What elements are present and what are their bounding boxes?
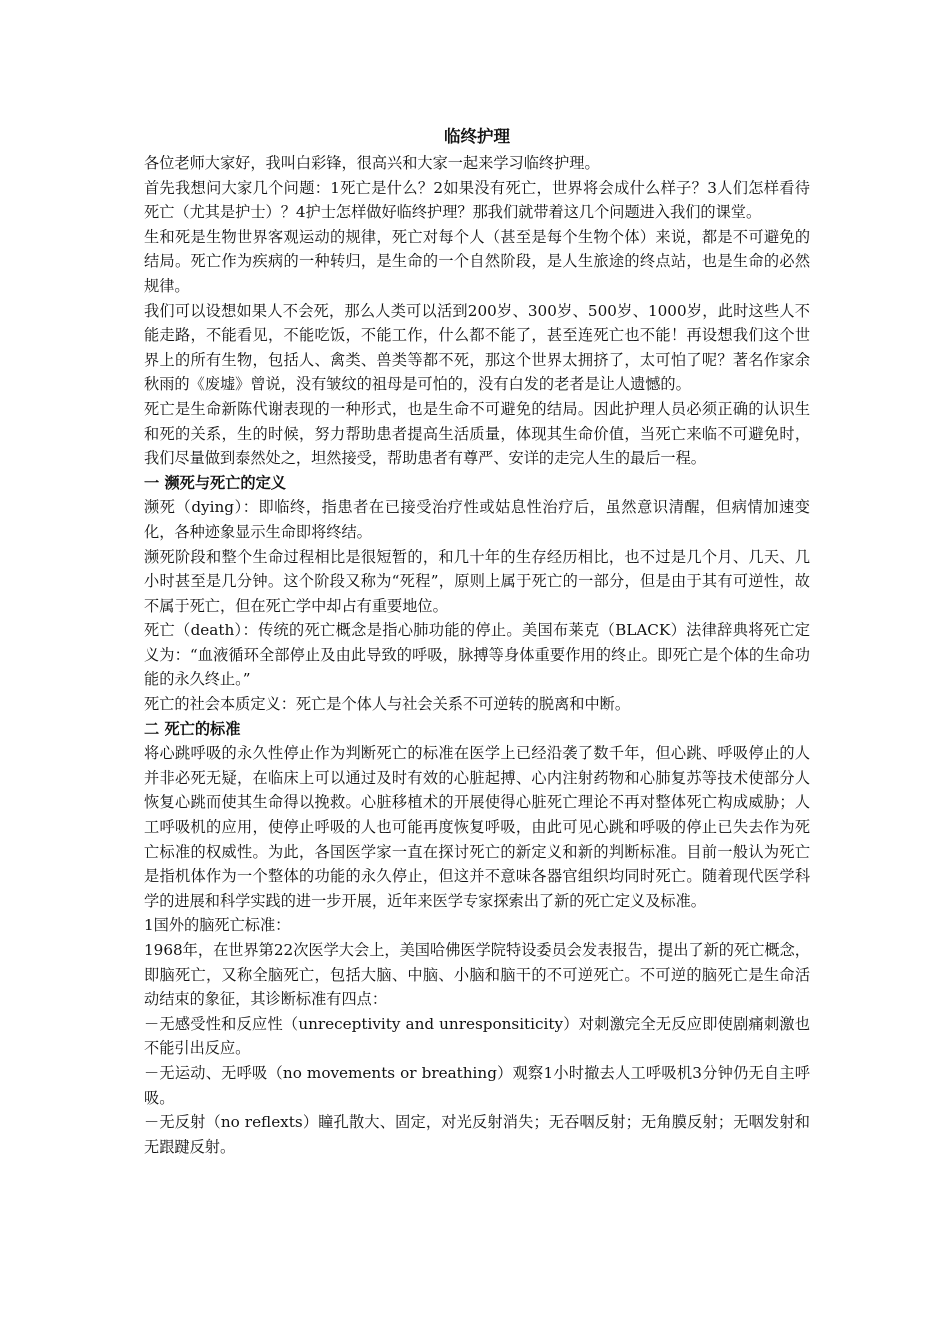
document-body	[144, 151, 810, 1159]
section-heading: 一 濒死与死亡的定义	[144, 473, 286, 492]
paragraph: 死亡的社会本质定义：死亡是个体人与社会关系不可逆转的脱离和中断。	[144, 695, 630, 714]
paragraph: －无反射（no reflexts）瞳孔散大、固定，对光反射消失；无吞咽反射；无角膜反射；无咽发射和无跟踺反射。	[144, 1113, 810, 1156]
document-page	[144, 124, 810, 1159]
section-heading: 二 死亡的标准	[144, 719, 241, 738]
paragraph: 1国外的脑死亡标准：	[144, 916, 291, 935]
paragraph: 死亡（death）：传统的死亡概念是指心肺功能的停止。美国布莱克（BLACK）法律辞典将死亡定义为：“血液循环全部停止及由此导致的呼吸，脉搏等身体重要作用的终止。即死亡是个体的生命功能的永久终止。”	[144, 621, 810, 689]
paragraph: 生和死是生物世界客观运动的规律，死亡对每个人（甚至是每个生物个体）来说，都是不可避免的结局。死亡作为疾病的一种转归，是生命的一个自然阶段，是人生旅途的终点站，也是生命的必然规律。	[144, 227, 810, 295]
paragraph: －无运动、无呼吸（no movements or breathing）观察1小时撤去人工呼吸机3分钟仍无自主呼吸。	[144, 1063, 810, 1107]
paragraph: 1968年，在世界第22次医学大会上，美国哈佛医学院特设委员会发表报告，提出了新的死亡概念，即脑死亡，又称全脑死亡，包括大脑、中脑、小脑和脑干的不可逆死亡。不可逆的脑死亡是生命活动结束的象征，其诊断标准有四点：	[144, 941, 810, 1009]
paragraph: 将心跳呼吸的永久性停止作为判断死亡的标准在医学上已经沿袭了数千年，但心跳、呼吸停止的人并非必死无疑，在临床上可以通过及时有效的心脏起搏、心内注射药物和心肺复苏等技术使部分人恢复心跳而使其生命得以挽救。心脏移植术的开展使得心脏死亡理论不再对整体死亡构成威胁；人工呼吸机的应用，使停止呼吸的人也可能再度恢复呼吸，由此可见心跳和呼吸的停止已失去作为死亡标准的权威性。为此，各国医学家一直在探讨死亡的新定义和新的判断标准。目前一般认为死亡是指机体作为一个整体的功能的永久停止，但这并不意味各器官组织均同时死亡。随着现代医学科学的进展和科学实践的进一步开展，近年来医学专家探索出了新的死亡定义及标准。	[144, 744, 810, 910]
document-title: 临终护理	[444, 127, 510, 146]
paragraph: 首先我想问大家几个问题：1死亡是什么？2如果没有死亡，世界将会成什么样子？3人们怎样看待死亡（尤其是护士）？4护士怎样做好临终护理？那我们就带着这几个问题进入我们的课堂。	[144, 178, 810, 222]
paragraph: 各位老师大家好，我叫白彩锋，很高兴和大家一起来学习临终护理。	[144, 154, 600, 172]
paragraph: 濒死（dying）：即临终，指患者在已接受治疗性或姑息性治疗后，虽然意识清醒，但病情加速变化，各种迹象显示生命即将终结。	[144, 498, 810, 541]
paragraph: －无感受性和反应性（unreceptivity and unresponsiticity）对刺激完全无反应即使剧痛刺激也不能引出反应。	[144, 1014, 810, 1058]
paragraph: 我们可以设想如果人不会死，那么人类可以活到200岁、300岁、500岁、1000岁，此时这些人不能走路，不能看见，不能吃饭，不能工作，什么都不能了，甚至连死亡也不能！再设想我们这个世界上的所有生物，包括人、禽类、兽类等都不死，那这个世界太拥挤了，太可怕了呢？著名作家余秋雨的《废墟》曾说，没有皱纹的祖母是可怕的，没有白发的老者是让人遗憾的。	[144, 301, 810, 394]
paragraph: 死亡是生命新陈代谢表现的一种形式，也是生命不可避免的结局。因此护理人员必须正确的认识生和死的关系，生的时候，努力帮助患者提高生活质量，体现其生命价值，当死亡来临不可避免时，我们尽量做到泰然处之，坦然接受，帮助患者有尊严、安详的走完人生的最后一程。	[144, 399, 810, 468]
paragraph: 濒死阶段和整个生命过程相比是很短暂的，和几十年的生存经历相比，也不过是几个月、几天、几小时甚至是几分钟。这个阶段又称为“死程”，原则上属于死亡的一部分，但是由于其有可逆性，故不属于死亡，但在死亡学中却占有重要地位。	[144, 547, 810, 615]
